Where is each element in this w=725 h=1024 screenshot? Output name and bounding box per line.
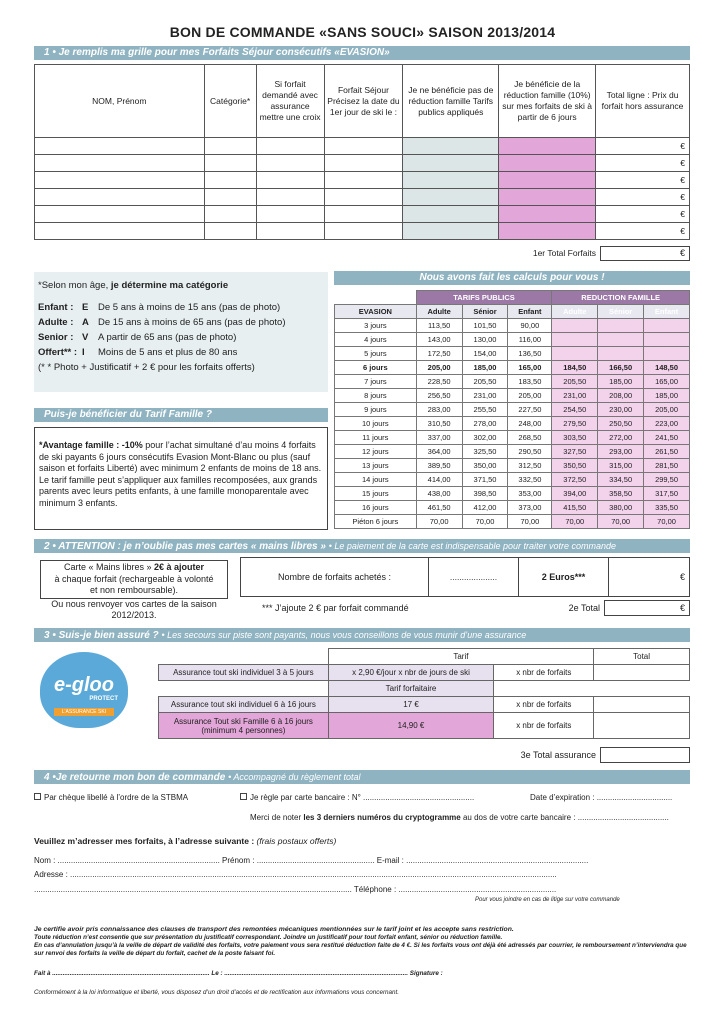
forfait-cell[interactable] — [204, 189, 256, 206]
tarif-cell: 183,50 — [508, 375, 552, 389]
forfait-cell[interactable] — [204, 172, 256, 189]
tarif-cell: 283,00 — [416, 403, 462, 417]
carte-checkbox[interactable] — [240, 793, 247, 800]
assurance-col-total: Total — [594, 649, 690, 665]
forfait-cell[interactable] — [324, 223, 403, 240]
tarif-cell: 372,50 — [552, 473, 598, 487]
tarif-cell: 13 jours — [335, 459, 417, 473]
tarif-cell: 70,00 — [598, 515, 644, 529]
tarif-cell: 230,00 — [598, 403, 644, 417]
tarif-cell: 261,50 — [644, 445, 690, 459]
forfait-cell[interactable] — [324, 172, 403, 189]
tarif-cell: 250,50 — [598, 417, 644, 431]
forfait-cell[interactable] — [35, 189, 205, 206]
legal-text: Je certifie avoir pris connaissance des clauses de transport des remontées mécaniques mentionnées sur le tarif joint et les accepte sans restriction. Toute réduction n’est consentie que sur présentation du justificatif correspondant. Joindre un justificatif pour tout forfait enfant, sénior ou réduction famille. En cas d’annulation jusqu’à la veille de départ de validité des forfaits, votre paiement vous sera restitué déduction faite de 4 €. Si les forfaits vous ont déjà été adressés par courrier, le remboursement n’interviendra que sur renvoi des forfaits la veille de départ du forfait, cachet de la poste faisant foi. — [34, 926, 687, 957]
category-line: Enfant : E De 5 ans à moins de 15 ans (pas de photo) — [38, 302, 281, 313]
tarif-cell: 185,00 — [644, 389, 690, 403]
section4-bar: 4 •Je retourne mon bon de commande • Accompagné du règlement total — [34, 770, 690, 784]
tarif-cell: 166,50 — [598, 361, 644, 375]
category-intro: *Selon mon âge, je détermine ma catégorie — [38, 280, 229, 291]
forfait-row — [35, 189, 690, 206]
tarif-cell: 231,00 — [462, 389, 508, 403]
tarif-cell: 223,00 — [644, 417, 690, 431]
adresse-field[interactable]: Adresse : ........................................................................................................................................................................................................................... — [34, 870, 557, 879]
total2-field[interactable]: € — [604, 600, 690, 616]
forfait-cell[interactable]: € — [596, 223, 690, 240]
tarif-cell: 7 jours — [335, 375, 417, 389]
assurance-total-field[interactable] — [594, 665, 690, 681]
nombre-input[interactable]: .................... — [429, 558, 519, 596]
tarif-cell: Piéton 6 jours — [335, 515, 417, 529]
assurance-row-tarif: 17 € — [328, 697, 494, 713]
forfait-cell[interactable] — [499, 172, 596, 189]
tarif-row — [335, 403, 690, 417]
total1-label: 1er Total Forfaits — [532, 248, 596, 258]
forfait-row — [35, 206, 690, 223]
assurance-row-tarif: 14,90 € — [328, 713, 494, 739]
tarif-cell: 148,50 — [644, 361, 690, 375]
tarif-cell: 315,00 — [598, 459, 644, 473]
nom-prenom-email-fields[interactable]: Nom : ......................................................................... Prénom : ..................................................... E-mail : .................................................................................. — [34, 856, 589, 865]
tarif-cell: 414,00 — [416, 473, 462, 487]
tarif-cell: 350,50 — [552, 459, 598, 473]
tarif-cell: 227,50 — [508, 403, 552, 417]
cartes-note: *** J’ajoute 2 € par forfait commandé — [262, 603, 409, 613]
tarif-cell: 353,00 — [508, 487, 552, 501]
tarif-cell: 312,50 — [508, 459, 552, 473]
tarif-cell: 255,50 — [462, 403, 508, 417]
tarif-cell: 281,50 — [644, 459, 690, 473]
col-tarif-public: Je ne bénéficie pas de réduction famille Tarifs publics appliqués — [403, 65, 499, 138]
tarif-cell: 461,50 — [416, 501, 462, 515]
tarif-row — [335, 417, 690, 431]
tarif-cell: 101,50 — [462, 319, 508, 333]
forfait-cell[interactable] — [403, 155, 499, 172]
tarif-cell: 116,00 — [508, 333, 552, 347]
category-line: Adulte : A De 15 ans à moins de 65 ans (pas de photo) — [38, 317, 286, 328]
tarif-cell: 15 jours — [335, 487, 417, 501]
tarif-cell: 332,50 — [508, 473, 552, 487]
forfait-cell[interactable]: € — [596, 206, 690, 223]
tarifs-bar: Nous avons fait les calculs pour vous ! — [334, 271, 690, 285]
col-assurance: Si forfait demandé avec assurance mettre une croix — [256, 65, 324, 138]
tarif-cell: 6 jours — [335, 361, 417, 375]
e-gloo-logo: e-gloo PROTECT L’ASSURANCE SKI — [40, 652, 128, 728]
tarif-cell: 12 jours — [335, 445, 417, 459]
assurance-total-field[interactable] — [594, 713, 690, 739]
tarif-cell: 415,50 — [552, 501, 598, 515]
tarif-cell — [644, 319, 690, 333]
tarif-cell: 165,00 — [508, 361, 552, 375]
tarif-cell: 154,00 — [462, 347, 508, 361]
tarif-row — [335, 459, 690, 473]
section1-bar: 1 • Je remplis ma grille pour mes Forfaits Séjour consécutifs «EVASION» — [34, 46, 690, 60]
tarif-cell: 90,00 — [508, 319, 552, 333]
tarif-cell: 327,50 — [552, 445, 598, 459]
tarif-cell: 184,50 — [552, 361, 598, 375]
assurance-row-mult: x nbr de forfaits — [494, 665, 594, 681]
forfait-cell[interactable] — [324, 206, 403, 223]
famille-bar: Puis-je bénéficier du Tarif Famille ? — [34, 408, 328, 422]
carte-option[interactable]: Je règle par carte bancaire : N° .................................................. — [240, 793, 474, 802]
forfaits-grid — [34, 64, 690, 240]
forfait-cell[interactable] — [35, 155, 205, 172]
tarif-cell: 130,00 — [462, 333, 508, 347]
assurance-col-tarif: Tarif — [328, 649, 593, 665]
forfait-cell[interactable] — [256, 138, 324, 155]
forfait-row — [35, 138, 690, 155]
forfait-row — [35, 155, 690, 172]
tarif-cell: 11 jours — [335, 431, 417, 445]
tarifs-col-header: Sénior — [462, 305, 508, 319]
forfait-cell[interactable] — [256, 206, 324, 223]
forfait-cell[interactable] — [35, 206, 205, 223]
tarif-cell: 303,50 — [552, 431, 598, 445]
forfait-cell[interactable] — [256, 172, 324, 189]
expiration-field[interactable]: Date d’expiration : .................................. — [530, 793, 673, 802]
tarif-cell: 254,50 — [552, 403, 598, 417]
tarifs-col-header: Sénior — [598, 305, 644, 319]
forfait-cell[interactable] — [204, 138, 256, 155]
forfait-cell[interactable]: € — [596, 172, 690, 189]
assurance-row-label: Assurance tout ski individuel 3 à 5 jours — [159, 665, 329, 681]
famille-box — [34, 427, 328, 530]
tarif-cell: 335,50 — [644, 501, 690, 515]
famille-p1: *Avantage famille : -10% pour l’achat simultané d’au moins 4 forfaits de ski payants 6 jours consécutifs Evasion Mont-Blanc ou plus (sauf saison et forfaits Liberté) avec minimum 2 enfants de moins de 18 ans. — [39, 440, 322, 473]
tarif-cell: 205,00 — [416, 361, 462, 375]
tarif-cell: 279,50 — [552, 417, 598, 431]
nombre-box — [240, 557, 690, 597]
tarif-cell: 9 jours — [335, 403, 417, 417]
tarif-cell: 136,50 — [508, 347, 552, 361]
forfait-cell[interactable] — [324, 155, 403, 172]
tarif-cell: 70,00 — [644, 515, 690, 529]
tarif-cell: 70,00 — [552, 515, 598, 529]
tarif-cell: 317,50 — [644, 487, 690, 501]
forfait-cell[interactable] — [403, 223, 499, 240]
tarif-cell: 299,50 — [644, 473, 690, 487]
forfait-cell[interactable] — [499, 189, 596, 206]
tarif-cell: 185,00 — [462, 361, 508, 375]
carte-mains-libres: Carte « Mains libres » 2€ à ajouter à chaque forfait (rechargeable à volonté et non remboursable). Ou nous renvoyer vos cartes de la saison 2012/2013. — [34, 560, 234, 622]
tarif-row — [335, 389, 690, 403]
section2-bar: 2 • ATTENTION : je n’oublie pas mes cartes « mains libres » • Le paiement de la carte est indispensable pour traiter votre commande — [34, 539, 690, 553]
forfait-cell[interactable] — [35, 138, 205, 155]
tarif-cell: 16 jours — [335, 501, 417, 515]
tarif-cell: 337,00 — [416, 431, 462, 445]
tarif-cell: 4 jours — [335, 333, 417, 347]
col-reduction: Je bénéficie de la réduction famille (10%) sur mes forfaits de ski à partir de 6 jours — [499, 65, 596, 138]
tarif-row — [335, 333, 690, 347]
tarif-row — [335, 515, 690, 529]
assurance-row-mult: x nbr de forfaits — [494, 713, 594, 739]
signature-line[interactable]: Fait à .......................................................................................... Le : ......................................................................................................... Signature : — [34, 970, 443, 977]
forfait-cell[interactable] — [204, 206, 256, 223]
tarif-cell: 302,00 — [462, 431, 508, 445]
forfait-cell[interactable] — [35, 223, 205, 240]
col-total-ligne: Total ligne : Prix du forfait hors assurance — [596, 65, 690, 138]
forfait-cell[interactable] — [324, 189, 403, 206]
cryptogramme-field[interactable]: Merci de noter les 3 derniers numéros du cryptogramme au dos de votre carte bancaire : ......................................... — [250, 813, 669, 822]
tarif-cell: 364,00 — [416, 445, 462, 459]
page-title: BON DE COMMANDE «SANS SOUCI» SAISON 2013/2014 — [169, 24, 556, 40]
tarif-cell: 272,00 — [598, 431, 644, 445]
tarif-cell: 278,00 — [462, 417, 508, 431]
forfait-cell[interactable] — [403, 189, 499, 206]
tarif-cell: 438,00 — [416, 487, 462, 501]
tarif-cell: 172,50 — [416, 347, 462, 361]
tarif-cell — [598, 319, 644, 333]
tarif-row — [335, 501, 690, 515]
famille-p2: Le tarif famille peut s’appliquer aux familles recomposées, aux grands parents avec leurs petits enfants, à une famille monoparentale avec minimum 3 enfants. — [39, 474, 318, 508]
total1-field[interactable]: € — [600, 246, 690, 261]
assurance-row-tarif: x 2,90 €/jour x nbr de jours de ski — [328, 665, 494, 681]
forfait-cell[interactable] — [499, 138, 596, 155]
col-date: Forfait Séjour Précisez la date du 1er jour de ski le : — [324, 65, 403, 138]
forfait-cell[interactable] — [256, 155, 324, 172]
tarif-cell: 208,00 — [598, 389, 644, 403]
tarif-cell — [644, 347, 690, 361]
forfait-cell[interactable] — [324, 138, 403, 155]
forfait-row — [35, 172, 690, 189]
tarifs-col-header: Adulte — [552, 305, 598, 319]
tarif-cell: 8 jours — [335, 389, 417, 403]
nombre-label: Nombre de forfaits achetés : — [241, 558, 429, 596]
tarif-cell: 241,50 — [644, 431, 690, 445]
tarif-cell: 268,50 — [508, 431, 552, 445]
tarif-cell: 10 jours — [335, 417, 417, 431]
category-box — [34, 272, 328, 392]
category-line: Senior : V A partir de 65 ans (pas de photo) — [38, 332, 237, 343]
tarif-cell — [552, 347, 598, 361]
category-note: (* * Photo + Justificatif + 2 € pour les forfaits offerts) — [38, 362, 255, 373]
tarif-cell: 70,00 — [462, 515, 508, 529]
tarif-cell: 394,00 — [552, 487, 598, 501]
tarifs-table — [334, 290, 690, 529]
adresse-intro: Veuillez m’adresser mes forfaits, à l’adresse suivante : (frais postaux offerts) — [34, 836, 337, 846]
category-line: Offert** : I Moins de 5 ans et plus de 80 ans — [38, 347, 238, 358]
tarif-cell: 185,00 — [598, 375, 644, 389]
total2-label: 2e Total — [568, 603, 600, 613]
tarif-cell: 398,50 — [462, 487, 508, 501]
cheque-checkbox[interactable] — [34, 793, 41, 800]
tarif-cell: 143,00 — [416, 333, 462, 347]
tarif-cell: 325,50 — [462, 445, 508, 459]
tarif-cell: 113,50 — [416, 319, 462, 333]
tarif-cell: 231,00 — [552, 389, 598, 403]
tarif-cell: 70,00 — [508, 515, 552, 529]
tarif-row — [335, 431, 690, 445]
tarifs-famille-header: REDUCTION FAMILLE — [552, 291, 690, 305]
tarif-row — [335, 473, 690, 487]
assurance-forfaitaire: Tarif forfaitaire — [328, 681, 494, 697]
carte-renvoi: Ou nous renvoyer vos cartes de la saison 2012/2013. — [51, 598, 217, 620]
forfait-cell[interactable] — [204, 223, 256, 240]
forfait-cell[interactable] — [499, 223, 596, 240]
forfait-row — [35, 223, 690, 240]
tarif-cell: 205,50 — [462, 375, 508, 389]
forfait-cell[interactable]: € — [596, 138, 690, 155]
telephone-note: Pour vous joindre en cas de litige sur votre commande — [475, 897, 620, 903]
tarifs-col-header: EVASION — [335, 305, 417, 319]
tarif-cell: 165,00 — [644, 375, 690, 389]
assurance-row-mult: x nbr de forfaits — [494, 697, 594, 713]
tarif-cell: 371,50 — [462, 473, 508, 487]
tarif-cell: 228,50 — [416, 375, 462, 389]
tarif-row — [335, 319, 690, 333]
tarif-row — [335, 347, 690, 361]
cnil-text: Conformément à la loi informatique et liberté, vous disposez d’un droit d’accès et de rectification aux informations vous concernant. — [34, 989, 400, 996]
forfait-cell[interactable] — [403, 206, 499, 223]
telephone-field[interactable]: ............................................................................................................................................... Téléphone : ....................................................................... — [34, 885, 557, 894]
tarif-cell — [598, 333, 644, 347]
tarifs-col-header: Adulte — [416, 305, 462, 319]
forfait-cell[interactable] — [35, 172, 205, 189]
forfait-cell[interactable] — [256, 223, 324, 240]
tarif-cell — [644, 333, 690, 347]
tarifs-col-header: Enfant — [644, 305, 690, 319]
tarif-cell: 3 jours — [335, 319, 417, 333]
tarif-cell: 334,50 — [598, 473, 644, 487]
tarif-cell: 70,00 — [416, 515, 462, 529]
tarif-cell: 358,50 — [598, 487, 644, 501]
assurance-row-label: Assurance tout ski individuel 6 à 16 jours — [159, 697, 329, 713]
forfait-cell[interactable] — [403, 172, 499, 189]
tarif-cell — [552, 319, 598, 333]
tarif-row — [335, 375, 690, 389]
tarif-cell: 256,50 — [416, 389, 462, 403]
tarif-cell — [598, 347, 644, 361]
tarif-cell: 380,00 — [598, 501, 644, 515]
euros-label: 2 Euros*** — [519, 558, 609, 596]
forfait-cell[interactable] — [499, 206, 596, 223]
tarifs-public-header: TARIFS PUBLICS — [416, 291, 552, 305]
total-cartes-field[interactable]: € — [679, 572, 685, 582]
tarif-row — [335, 487, 690, 501]
tarif-cell: 290,50 — [508, 445, 552, 459]
tarif-cell: 205,00 — [644, 403, 690, 417]
tarif-row — [335, 445, 690, 459]
tarif-cell: 14 jours — [335, 473, 417, 487]
forfait-cell[interactable] — [499, 155, 596, 172]
forfait-cell[interactable] — [403, 138, 499, 155]
tarif-cell: 373,00 — [508, 501, 552, 515]
forfait-cell[interactable] — [204, 155, 256, 172]
tarif-cell: 412,00 — [462, 501, 508, 515]
col-nom: NOM, Prénom — [35, 65, 205, 138]
assurance-row-label: Assurance Tout ski Famille 6 à 16 jours (minimum 4 personnes) — [159, 713, 329, 739]
assurance-table — [158, 648, 690, 739]
forfait-cell[interactable]: € — [596, 189, 690, 206]
tarif-row — [335, 361, 690, 375]
total3-field[interactable] — [600, 747, 690, 763]
forfait-cell[interactable] — [256, 189, 324, 206]
tarif-cell — [552, 333, 598, 347]
tarif-cell: 5 jours — [335, 347, 417, 361]
tarif-cell: 248,00 — [508, 417, 552, 431]
total3-label: 3e Total assurance — [520, 750, 596, 760]
assurance-total-field[interactable] — [594, 697, 690, 713]
section3-bar: 3 • Suis-je bien assuré ? • Les secours sur piste sont payants, nous vous conseillons de vous munir d’une assurance — [34, 628, 690, 642]
tarif-cell: 350,00 — [462, 459, 508, 473]
tarif-cell: 205,00 — [508, 389, 552, 403]
tarif-cell: 389,50 — [416, 459, 462, 473]
col-categorie: Catégorie* — [204, 65, 256, 138]
cheque-option[interactable]: Par chèque libellé à l’ordre de la STBMA — [34, 793, 188, 802]
tarif-cell: 205,50 — [552, 375, 598, 389]
tarif-cell: 293,00 — [598, 445, 644, 459]
tarif-cell: 310,50 — [416, 417, 462, 431]
tarifs-col-header: Enfant — [508, 305, 552, 319]
forfait-cell[interactable]: € — [596, 155, 690, 172]
